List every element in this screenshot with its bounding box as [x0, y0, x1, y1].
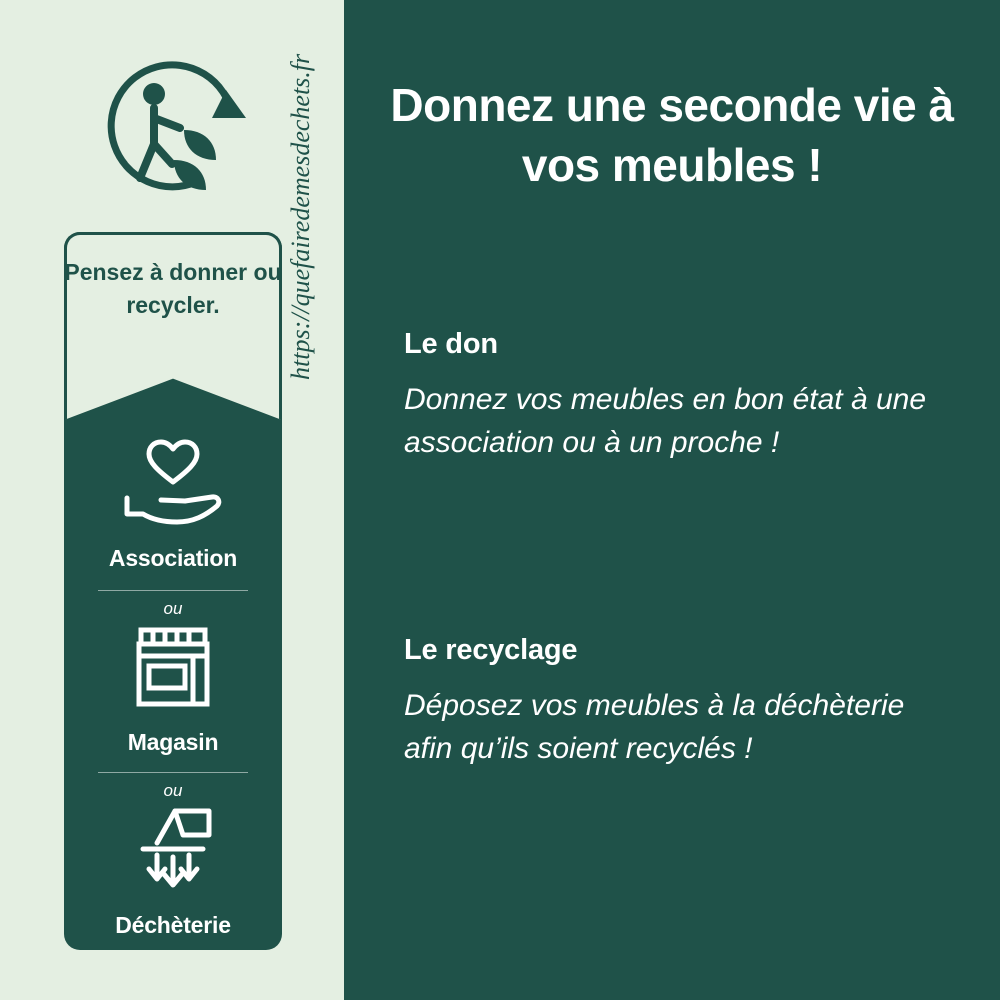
recycling-person-icon [100, 52, 250, 202]
step-association [64, 438, 282, 572]
step-label: Magasin [127, 729, 219, 755]
step-label: Association [108, 545, 238, 571]
section-body: Donnez vos meubles en bon état à une association ou à un proche ! [404, 383, 927, 459]
ribbon-heading: Pensez à donner ou recycler. [64, 259, 282, 319]
shop-icon [64, 622, 282, 717]
step-magasin [64, 622, 282, 756]
section-body: Déposez vos meubles à la déchèterie afin qu’ils soient recyclés ! [404, 689, 905, 765]
page-title: Donnez une seconde vie à vos meubles ! [390, 79, 954, 191]
connector-label: ou [163, 599, 183, 618]
divider [98, 590, 248, 591]
step-label: Déchèterie [115, 912, 231, 938]
divider [98, 772, 248, 773]
step-connector [64, 772, 282, 801]
website-url[interactable]: https://quefairedemesdechets.fr [286, 53, 315, 380]
section-title: Le don [404, 328, 498, 360]
section-title: Le recyclage [404, 634, 578, 666]
hand-heart-icon [64, 438, 282, 533]
section-le-recyclage [404, 634, 944, 770]
step-dechetterie [64, 805, 282, 939]
step-connector [64, 590, 282, 619]
section-le-don [404, 328, 944, 464]
waste-center-icon [64, 805, 282, 900]
connector-label: ou [163, 781, 183, 800]
